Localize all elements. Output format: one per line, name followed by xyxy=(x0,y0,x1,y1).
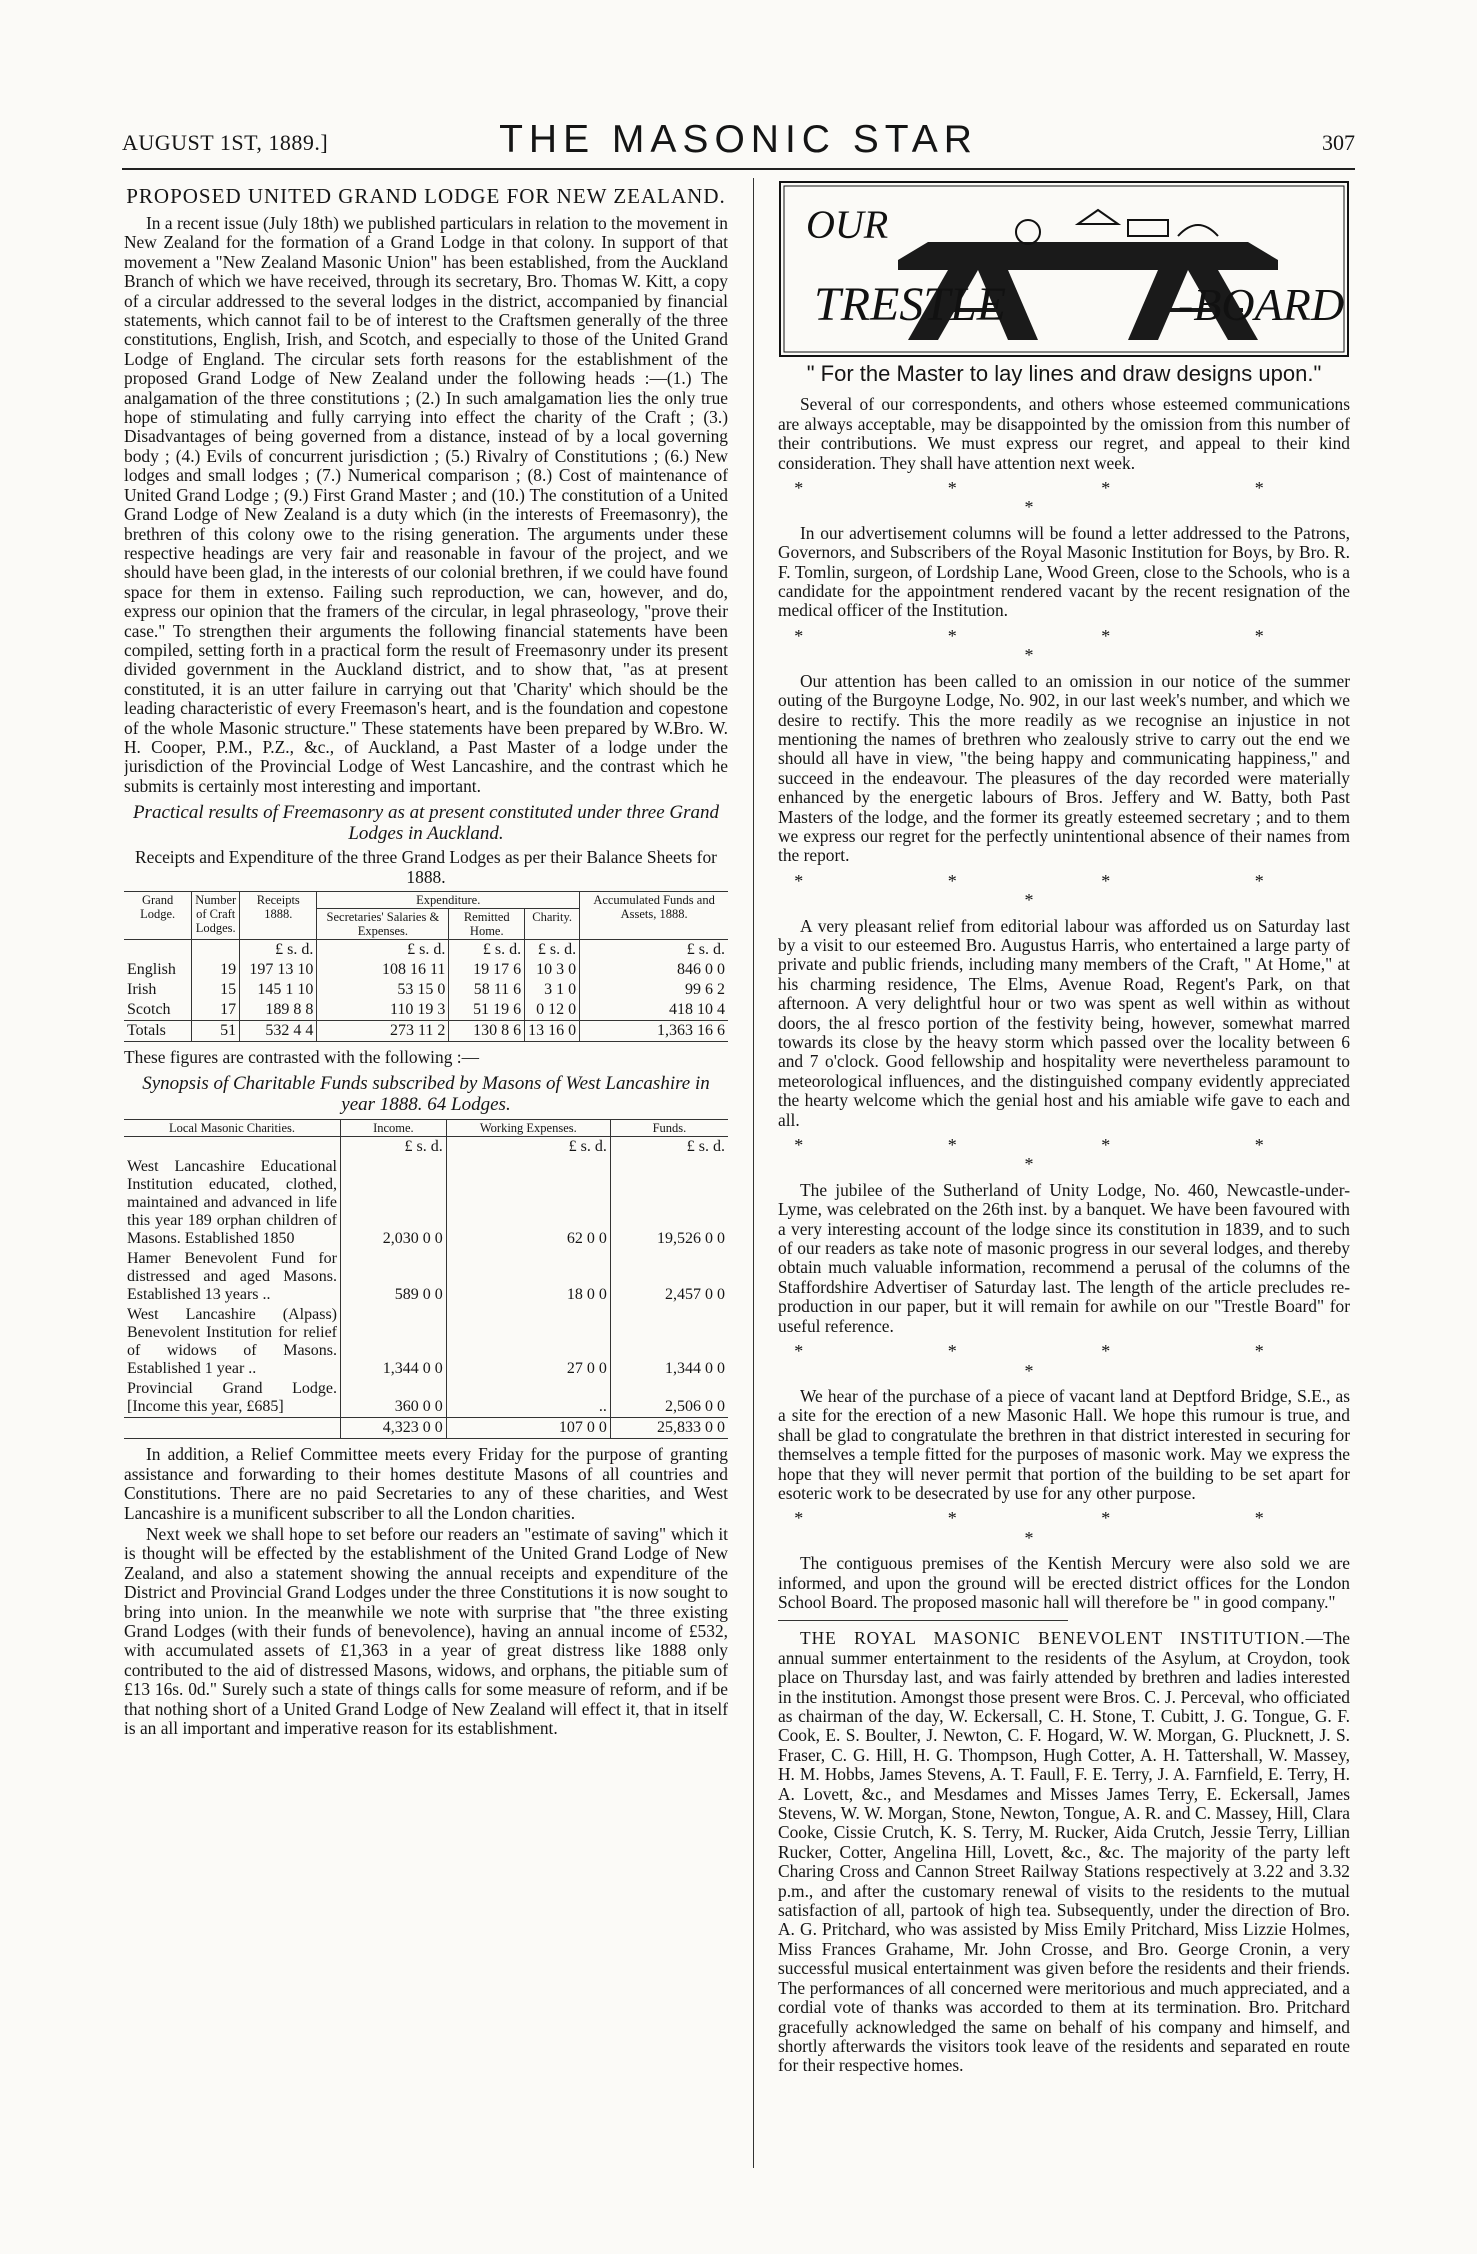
charity-name: West Lancashire (Alpass) Benevolent Institution for relief of widows of Masons. Established 1 year .. xyxy=(127,1306,337,1378)
page-header xyxy=(122,118,1355,168)
totals-row xyxy=(124,1418,728,1439)
article-paragraph: Our attention has been called to an omission in our notice of the summer outing of the Burgoyne Lodge, No. 902, in our last week's number, and which we desire to rectify. This the more readily as we recognise an injustice in not mentioning the names of brethren who zealously strive to carry out the end we should all have in view, "the being happy and communicating happiness," and succeed in the endeavour. The pleasures of the day recorded were materially enhanced by the energetic labours of Bros. Jeffery and W. Batty, both Past Masters of the lodge, and the former its greatly esteemed secretary ; and to them we express our regret for the perfectly unintentional absence of their names from the report. xyxy=(778,670,1350,866)
col-header-receipts: Receipts 1888. xyxy=(240,892,317,940)
left-column xyxy=(124,180,728,2180)
rmbi-heading: THE ROYAL MASONIC BENEVOLENT INSTITUTION. xyxy=(800,1628,1306,1649)
right-column xyxy=(778,180,1350,2180)
column-divider xyxy=(753,178,754,2168)
secretaries-cell: 110 19 3 xyxy=(317,1000,449,1021)
funds-cell: 19,526 0 0 xyxy=(610,1157,728,1249)
receipts-cell: 145 1 10 xyxy=(240,980,317,1000)
lodge-name: Scotch xyxy=(127,1001,171,1018)
table-caption: Receipts and Expenditure of the three Grand Lodges as per their Balance Sheets for 1888. xyxy=(135,847,717,887)
col-header-charities: Local Masonic Charities. xyxy=(168,1121,295,1136)
masthead-title: THE MASONIC STAR xyxy=(499,118,978,161)
issue-date: AUGUST 1ST, 1889.] xyxy=(122,130,329,155)
col-header-income: Income. xyxy=(341,1120,447,1137)
accum-cell: 99 6 2 xyxy=(580,980,728,1000)
section-divider-stars: * * * * * xyxy=(794,1508,1334,1548)
article-paragraph: In a recent issue (July 18th) we published particulars in relation to the movement in New Zealand for the formation of a Grand Lodge in that colony. In support of that movement a "New Zealand Masonic Union" has been established, from the Auckland Branch of which we have received, through its secretary, Bro. Thomas W. Kitt, a copy of a circular addressed to the several lodges in the district, accompanied by financial statements, which cannot fail to be of interest to the Craftsmen generally of the three constitutions, English, Irish, and Scotch, and especially to those of the United Grand Lodge of England. The circular sets forth reasons for the establishment of the proposed Grand Lodge of New Zealand under the following heads :—(1.) The analgamation of the three constitutions ; (2.) In such amalgamation lies the only true hope of stimulating and fully carrying into effect the charity of the Craft ; (3.) Disadvantages of being governed from a distance, instead of by a local governing body ; (4.) Evils of concurrent jurisdiction ; (5.) Rivalry of Constitutions ; (6.) New lodges and small lodges ; (7.) Numerical comparison ; (8.) Cost of maintenance of United Grand Lodge ; (9.) First Grand Master ; and (10.) The constitution of a United Grand Lodge of New Zealand is a duty which (in the interests of Freemasonry), the brethren of this colony owe to the rising generation. The arguments under these respective headings are very fair and reasonable in favour of the project, and we should have been glad, in the interests of our colonial brethren, if we could have found space for them in extenso. Failing such reproduction, we can, however, and do, express our opinion that the framers of the circular, in legal phraseology, "prove their case." To strengthen their arguments the following financial statements have been compiled, setting forth in a practical form the result of Freemasonry under its present divided government in the Auckland district, and to show that, "as at present constituted, it is an utter failure in carrying out that 'Charity' which should be the leading characteristic of every Freemason's heart, and is the foundation and copestone of the whole Masonic structure." These statements have been prepared by W.Bro. W. H. Cooper, P.M., P.Z., &c., of Auckland, a Past Master of a lodge under the jurisdiction of the Provincial Lodge of West Lancashire, and the contrast which he submits is certainly most interesting and important. xyxy=(124,213,728,796)
funds-cell: 2,506 0 0 xyxy=(610,1379,728,1418)
section-rule xyxy=(778,1620,1068,1621)
article-paragraph: The jubilee of the Sutherland of Unity Lodge, No. 460, Newcastle-under-Lyme, was celebrated on the 26th inst. by a banquet. We have been favoured with a very interesting account of the lodge since its constitution in 1839, and to such of our readers as take note of masonic progress in our several lodges, and thereby obtain much valuable information, recommend a perusal of the columns of the Staffordshire Advertiser of Saturday last. The length of the article precludes re-production in our paper, but it will remain for awhile on our "Trestle Board" for useful reference. xyxy=(778,1179,1350,1336)
lodge-name: Irish xyxy=(127,981,157,998)
trestle-board-icon xyxy=(778,180,1350,358)
income-total: 4,323 0 0 xyxy=(341,1418,447,1439)
unit-cell: £ s. d. xyxy=(446,1137,610,1158)
section-divider-stars: * * * * * xyxy=(794,1341,1334,1381)
lodge-count: 17 xyxy=(192,1000,240,1021)
secretaries-cell: 273 11 2 xyxy=(317,1021,449,1042)
lodge-count: 15 xyxy=(192,980,240,1000)
article-paragraph: In our advertisement columns will be found a letter addressed to the Patrons, Governors, and Subscribers of the Royal Masonic Institution for Boys, by Bro. R. F. Tomlin, surgeon, of Lordship Lane, Wood Green, close to the Schools, who is a candidate for the appointment rendered vacant by the recent resignation of the medical officer of the Institution. xyxy=(778,522,1350,621)
income-cell: 360 0 0 xyxy=(341,1379,447,1418)
unit-cell: £ s. d. xyxy=(580,940,728,961)
remitted-cell: 58 11 6 xyxy=(449,980,525,1000)
totals-row xyxy=(124,1021,728,1042)
unit-cell: £ s. d. xyxy=(610,1137,728,1158)
working-cell: 18 0 0 xyxy=(446,1249,610,1305)
table-row xyxy=(124,1305,728,1379)
charity-cell: 3 1 0 xyxy=(525,980,580,1000)
col-header-funds: Funds. xyxy=(610,1120,728,1137)
rmbi-paragraph xyxy=(778,1629,1350,2075)
lodge-count: 19 xyxy=(192,960,240,980)
col-header-remitted: Remitted Home. xyxy=(449,909,525,940)
col-header-number: Number of Craft Lodges. xyxy=(192,892,240,940)
income-cell: 2,030 0 0 xyxy=(341,1157,447,1249)
article-headline: PROPOSED UNITED GRAND LODGE FOR NEW ZEALAND. xyxy=(126,184,726,208)
col-header-working: Working Expenses. xyxy=(446,1120,610,1137)
article-paragraph: In addition, a Relief Committee meets every Friday for the purpose of granting assistance and forwarding to their homes destitute Masons of all countries and Constitutions. There are no paid Secretaries to any of these charities, and West Lancashire is a munificent subscriber to all the London charities. xyxy=(124,1444,728,1523)
secretaries-cell: 53 15 0 xyxy=(317,980,449,1000)
lodge-name: English xyxy=(127,961,176,978)
table-row xyxy=(124,1000,728,1021)
contrast-line: These figures are contrasted with the following :— xyxy=(124,1047,479,1067)
lodge-count: 51 xyxy=(192,1021,240,1042)
accum-cell: 846 0 0 xyxy=(580,960,728,980)
header-rule xyxy=(122,168,1355,170)
receipts-cell: 532 4 4 xyxy=(240,1021,317,1042)
working-cell: .. xyxy=(446,1379,610,1418)
page-number: 307 xyxy=(1322,130,1355,155)
section-divider-stars: * * * * * xyxy=(794,625,1334,666)
section-divider-stars: * * * * * xyxy=(794,478,1334,518)
funds-cell: 2,457 0 0 xyxy=(610,1249,728,1305)
remitted-cell: 130 8 6 xyxy=(449,1021,525,1042)
charity-name: West Lancashire Educational Institution educated, clothed, maintained and advanced in life this year 189 orphan children of Masons. Established 1850 xyxy=(127,1158,337,1248)
table-title: Synopsis of Charitable Funds subscribed by Masons of West Lancashire in year 1888. 64 Lodges. xyxy=(142,1073,710,1116)
article-paragraph: A very pleasant relief from editorial labour was afforded us on Saturday last by a visit to our esteemed Bro. Augustus Harris, who entertained a large party of private and public friends, including many members of the Craft, " At Home," at his charming residence, The Elms, Avenue Road, Regent's Park, on that afternoon. A very delightful hour or two was spent as well within as without doors, the al fresco portion of the festivity being, however, somewhat marred towards its close by the heavy storm which passed over the locality between 6 and 7 o'clock. Good fellowship and hospitality were nevertheless paramount to meteorological influences, and the distinguished company evidently appreciated the hearty welcome which the genial host and his amiable wife gave to each and all. xyxy=(778,915,1350,1130)
trestle-board-illustration xyxy=(778,180,1350,358)
grand-lodges-table xyxy=(124,891,728,1042)
working-cell: 62 0 0 xyxy=(446,1157,610,1249)
unit-cell: £ s. d. xyxy=(449,940,525,961)
board-word-trestle: TRESTLE xyxy=(814,278,1007,331)
remitted-cell: 19 17 6 xyxy=(449,960,525,980)
funds-cell: 1,344 0 0 xyxy=(610,1305,728,1379)
accum-cell: 418 10 4 xyxy=(580,1000,728,1021)
charity-cell: 0 12 0 xyxy=(525,1000,580,1021)
secretaries-cell: 108 16 11 xyxy=(317,960,449,980)
charity-cell: 13 16 0 xyxy=(525,1021,580,1042)
funds-total: 25,833 0 0 xyxy=(610,1418,728,1439)
charity-name: Hamer Benevolent Fund for distressed and aged Masons. Established 13 years .. xyxy=(127,1250,337,1304)
table-row xyxy=(124,1157,728,1249)
unit-cell: £ s. d. xyxy=(240,940,317,961)
col-header-charity: Charity. xyxy=(525,909,580,940)
article-paragraph: Next week we shall hope to set before our readers an "estimate of saving" which it is thought will be effected by the establishment of the United Grand Lodge of New Zealand, and also a statement showing the annual receipts and expenditure of the District and Provincial Grand Lodges under the three Constitutions it is now sought to bring into union. In the meanwhile we note with surprise that "the three existing Grand Lodges (with their funds of benevolence), having an annual income of £532, with accumulated assets of £1,363 in a year of great distress like 1888 only contributed to the aid of distressed Masons, widows, and orphans, the pitiable sum of £13 16s. 0d." Surely such a state of things calls for some measure of reform, and if be that nothing short of a United Grand Lodge of New Zealand will effect it, that in itself is an all important and imperative reason for its establishment. xyxy=(124,1524,728,1739)
charity-name: Provincial Grand Lodge. [Income this year, £685] xyxy=(127,1380,337,1416)
receipts-cell: 197 13 10 xyxy=(240,960,317,980)
totals-label: Totals xyxy=(127,1022,166,1039)
unit-cell: £ s. d. xyxy=(317,940,449,961)
col-header-lodge: Grand Lodge. xyxy=(140,893,176,921)
section-divider-stars: * * * * * xyxy=(794,1135,1334,1175)
table-row xyxy=(124,1249,728,1305)
income-cell: 589 0 0 xyxy=(341,1249,447,1305)
article-paragraph: The contiguous premises of the Kentish Mercury were also sold we are informed, and upon the ground will be erected district offices for the London School Board. The proposed masonic hall will therefore be " in good company." xyxy=(778,1553,1350,1612)
unit-cell: £ s. d. xyxy=(341,1137,447,1158)
charity-cell: 10 3 0 xyxy=(525,960,580,980)
charities-table xyxy=(124,1119,728,1439)
rmbi-body: —The annual summer entertainment to the residents of the Asylum, at Croydon, took place on Thursday last, and was fairly attended by brethren and ladies interested in the institution. Amongst those present were Bros. C. J. Perceval, who officiated as chairman of the day, W. Eckersall, C. H. Stone, T. Cubitt, J. G. Tongue, G. F. Cook, E. S. Boulter, J. Newton, C. F. Hogard, W. W. Morgan, G. Plucknett, J. S. Fraser, C. G. Hill, H. G. Thompson, Hugh Cotter, A. H. Tattershall, W. Massey, H. M. Hobbs, James Stevens, A. T. Faull, F. E. Terry, J. A. Farnfield, E. Terry, H. A. Lovett, &c., and Mesdames and Misses James Terry, E. Eckersall, James Stevens, W. W. Morgan, Stone, Newton, Tongue, A. R. and C. Massey, Hill, Clara Cooke, Cissie Crutch, K. S. Terry, M. Rucker, Aida Crutch, Jessie Terry, Lillian Rucker, Cotter, Angelina Hill, Lovett, &c., &c. The majority of the party left Charing Cross and Cannon Street Railway Stations respectively at 3.22 and 3.32 p.m., and after the customary renewal of visits to the residents to the mutual satisfaction of all, partook of high tea. Subsequently, under the direction of Bro. A. G. Pritchard, who was assisted by Miss Emily Pritchard, Miss Lizzie Holmes, Miss Frances Grahame, Mr. John Crosse, and Bro. George Cronin, a very successful musical entertainment was given before the residents and their friends. The performances of all concerned were meritorious and much appreciated, and a cordial vote of thanks was accorded to them at its termination. Bro. Pritchard gracefully acknowledged the same on behalf of his company and himself, and shortly afterwards the visitors took leave of the residents and separated en route for their respective homes. xyxy=(778,1628,1350,2076)
section-motto: " For the Master to lay lines and draw designs upon." xyxy=(806,361,1322,386)
working-cell: 27 0 0 xyxy=(446,1305,610,1379)
col-header-expenditure: Expenditure. xyxy=(317,892,580,909)
income-cell: 1,344 0 0 xyxy=(341,1305,447,1379)
table-row xyxy=(124,960,728,980)
remitted-cell: 51 19 6 xyxy=(449,1000,525,1021)
article-paragraph: We hear of the purchase of a piece of vacant land at Deptford Bridge, S.E., as a site for the erection of a new Masonic Hall. We hope this rumour is true, and shall be glad to congratulate the brethren in that district interested in securing for themselves a temple fitted for the purposes of masonic work. May we express the hope that they will never permit that portion of the building to be set apart for esoteric work to be desecrated by use for any other purpose. xyxy=(778,1385,1350,1503)
unit-cell: £ s. d. xyxy=(525,940,580,961)
working-total: 107 0 0 xyxy=(446,1418,610,1439)
board-word-board: -BOARD xyxy=(1178,279,1345,330)
col-header-accumulated: Accumulated Funds and Assets, 1888. xyxy=(580,892,728,940)
table-title: Practical results of Freemasonry as at present constituted under three Grand Lodges in Auckland. xyxy=(132,802,720,845)
table-row xyxy=(124,1379,728,1418)
col-header-secretaries: Secretaries' Salaries & Expenses. xyxy=(317,909,449,940)
board-word-our: OUR xyxy=(806,202,889,247)
receipts-cell: 189 8 8 xyxy=(240,1000,317,1021)
section-divider-stars: * * * * * xyxy=(794,870,1334,911)
accum-cell: 1,363 16 6 xyxy=(580,1021,728,1042)
article-paragraph: Several of our correspondents, and others whose esteemed communications are always acceptable, may be disappointed by the omission from this number of their contributions. We must express our regret, and appeal to their kind consideration. They shall have attention next week. xyxy=(778,394,1350,473)
table-row xyxy=(124,980,728,1000)
